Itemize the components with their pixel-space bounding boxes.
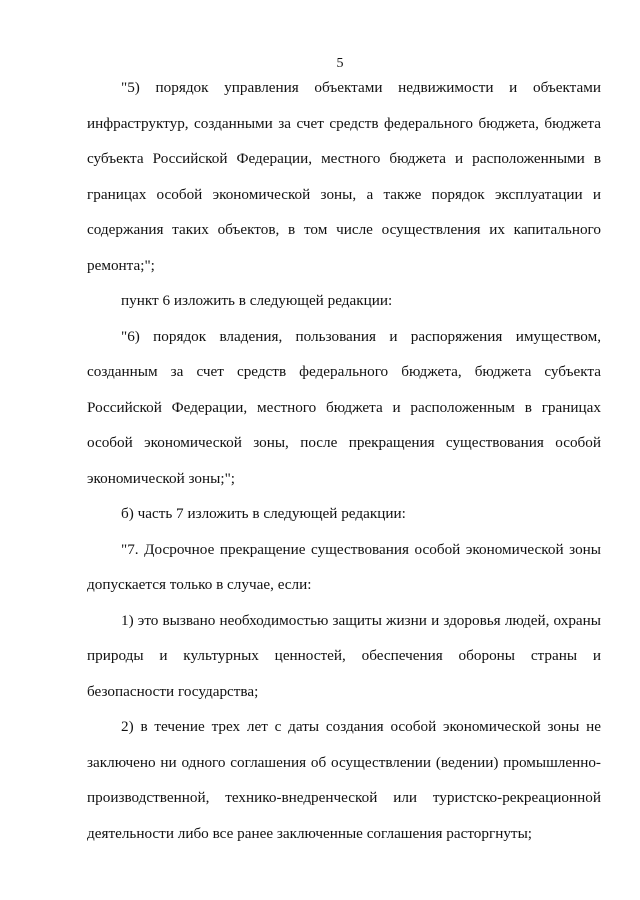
page-number: 5: [336, 56, 344, 71]
paragraph-point-6-instruction: пункт 6 изложить в следующей редакции:: [121, 292, 393, 309]
paragraph-part-7-text: "7. Досрочное прекращение существования особой экономической зоны допускается только в случае, если:: [87, 540, 601, 593]
paragraph-part-7-instruction: б) часть 7 изложить в следующей редакции:: [121, 505, 406, 522]
paragraph-item-5-amendment: "5) порядок управления объектами недвижимости и объектами инфраструктур, созданными за счет средств федерального бюджета, бюджета субъекта Российской Федерации, местного бюджета и расположенными в границах особой экономической зоны, а также порядок эксплуатации и содержания таких объектов, в том числе осуществления их капитального ремонта;";: [87, 79, 601, 274]
document-body: [87, 70, 601, 851]
paragraph-item-6-amendment: "6) порядок владения, пользования и распоряжения имуществом, созданным за счет средств федерального бюджета, бюджета субъекта Российской Федерации, местного бюджета и расположенным в границах особой экономической зоны, после прекращения существования особой экономической зоны;";: [87, 327, 601, 487]
paragraph-condition-1: 1) это вызвано необходимостью защиты жизни и здоровья людей, охраны природы и культурных ценностей, обеспечения обороны страны и безопасности государства;: [87, 611, 601, 700]
paragraph-condition-2: 2) в течение трех лет с даты создания особой экономической зоны не заключено ни одного соглашения об осуществлении (ведении) промышленно-производственной, технико-внедренческой или туристско-рекреационной деятельности либо все ранее заключенные соглашения расторгнуты;: [87, 718, 601, 842]
